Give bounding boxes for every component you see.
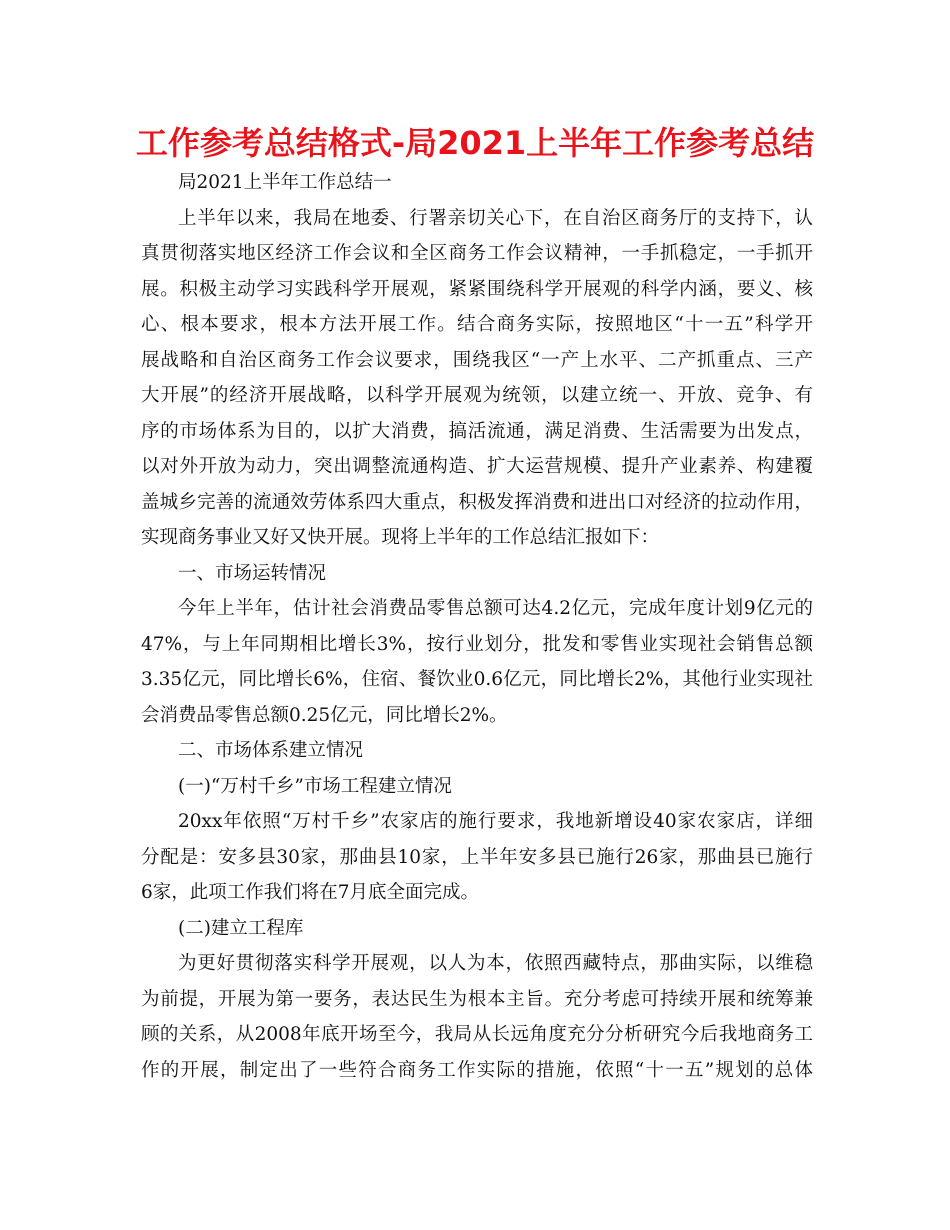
paragraph-line: 上半年以来，我局在地委、行署亲切关心下，在自治区商务厅的支持下，认	[178, 207, 813, 229]
paragraph-line: 作的开展，制定出了一些符合商务工作实际的措施，依照“十一五”规划的总体	[141, 1059, 813, 1081]
paragraph-line: 3.35亿元，同比增长6%，住宿、餐饮业0.6亿元，同比增长2%，其他行业实现社	[141, 669, 813, 690]
paragraph-line: 序的市场体系为目的，以扩大消费，搞活流通，满足消费、生活需要为出发点，	[141, 420, 813, 442]
paragraph-line: 顾的关系，从2008年底开场至今，我局从长远角度充分分析研究今后我地商务工	[141, 1024, 813, 1045]
paragraph-line: 6家，此项工作我们将在7月底全面完成。	[141, 882, 480, 903]
subtitle-line: 局2021上半年工作总结一	[178, 172, 392, 193]
paragraph-line: 为更好贯彻落实科学开展观，以人为本，依照西藏特点，那曲实际，以维稳	[178, 953, 813, 974]
paragraph-line: 今年上半年，估计社会消费品零售总额可达4.2亿元，完成年度计划9亿元的	[178, 598, 813, 619]
document-title: 工作参考总结格式-局2021上半年工作参考总结	[135, 124, 815, 162]
paragraph-line: 20xx年依照“万村千乡”农家店的施行要求，我地新增设40家农家店，详细	[178, 811, 813, 832]
paragraph-line: 47%，与上年同期相比增长3%，按行业划分，批发和零售业实现社会销售总额	[141, 633, 813, 655]
paragraph-line: 大开展”的经济开展战略，以科学开展观为统领，以建立统一、开放、竞争、有	[141, 385, 813, 406]
document-body	[141, 165, 813, 1088]
subsection-heading: (一)“万村千乡”市场工程建立情况	[178, 775, 452, 797]
paragraph-line: 会消费品零售总额0.25亿元，同比增长2%。	[141, 704, 508, 726]
paragraph-line: 真贯彻落实地区经济工作会议和全区商务工作会议精神，一手抓稳定，一手抓开	[141, 243, 813, 264]
subsection-heading: (二)建立工程库	[178, 917, 304, 939]
paragraph-line: 为前提，开展为第一要务，表达民生为根本主旨。充分考虑可持续开展和统筹兼	[141, 988, 813, 1010]
paragraph-line: 展。积极主动学习实践科学开展观，紧紧围绕科学开展观的科学内涵，要义、核	[141, 278, 813, 300]
paragraph-line: 分配是：安多县30家，那曲县10家，上半年安多县已施行26家，那曲县已施行	[141, 846, 813, 868]
paragraph-line: 实现商务事业又好又快开展。现将上半年的工作总结汇报如下：	[141, 527, 660, 548]
paragraph-line: 盖城乡完善的流通效劳体系四大重点，积极发挥消费和进出口对经济的拉动作用，	[141, 491, 813, 513]
section-heading: 二、市场体系建立情况	[178, 740, 364, 761]
section-heading: 一、市场运转情况	[178, 562, 327, 584]
paragraph-line: 心、根本要求，根本方法开展工作。结合商务实际，按照地区“十一五”科学开	[141, 314, 813, 335]
paragraph-line: 展战略和自治区商务工作会议要求，围绕我区“一产上水平、二产抓重点、三产	[141, 349, 813, 371]
paragraph-line: 以对外开放为动力，突出调整流通构造、扩大运营规模、提升产业素养、构建覆	[141, 456, 813, 477]
